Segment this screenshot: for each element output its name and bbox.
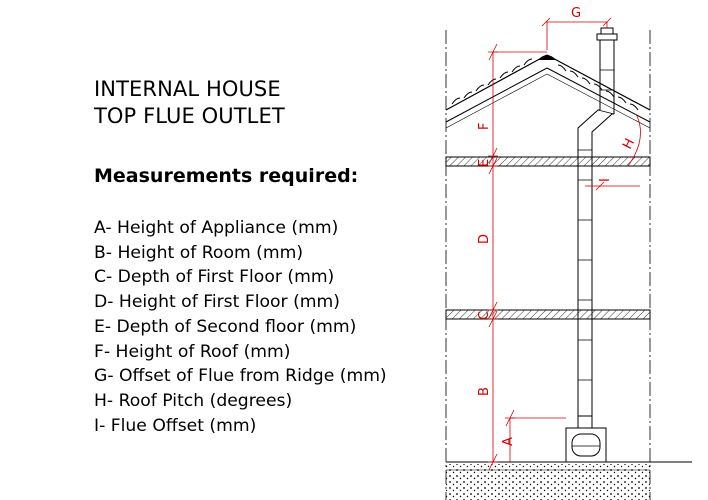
label-i: I — [598, 178, 613, 182]
measurements-list — [94, 216, 387, 438]
title-line-2: TOP FLUE OUTLET — [94, 104, 285, 128]
measurement-h: H- Roof Pitch (degrees) — [94, 390, 293, 411]
measurement-a: A- Height of Appliance (mm) — [94, 218, 339, 238]
label-e: E — [477, 158, 492, 167]
label-d: D — [477, 233, 492, 244]
measurement-i: I- Flue Offset (mm) — [94, 415, 257, 436]
title-line-1: INTERNAL HOUSE — [94, 77, 281, 101]
measurement-e: E- Depth of Second floor (mm) — [94, 316, 357, 337]
label-h: H — [620, 136, 639, 152]
measurement-g: G- Offset of Flue from Ridge (mm) — [94, 366, 387, 387]
dimension-lines — [488, 18, 641, 470]
flue-pipe — [578, 28, 617, 416]
measurement-b: B- Height of Room (mm) — [94, 242, 304, 263]
diagram-title — [94, 76, 285, 130]
measurement-f: F- Height of Roof (mm) — [94, 341, 291, 362]
house-section-drawing — [420, 0, 708, 500]
label-f: F — [477, 122, 492, 130]
label-b: B — [477, 387, 492, 396]
label-c: C — [477, 310, 492, 320]
label-g: G — [571, 6, 582, 21]
appliance — [566, 416, 606, 462]
roof — [446, 55, 650, 128]
measurement-c: C- Depth of First Floor (mm) — [94, 267, 335, 288]
ground-floor — [446, 462, 692, 500]
measurements-heading: Measurements required: — [94, 165, 359, 187]
label-a: A — [501, 437, 516, 446]
measurement-d: D- Height of First Floor (mm) — [94, 292, 340, 313]
